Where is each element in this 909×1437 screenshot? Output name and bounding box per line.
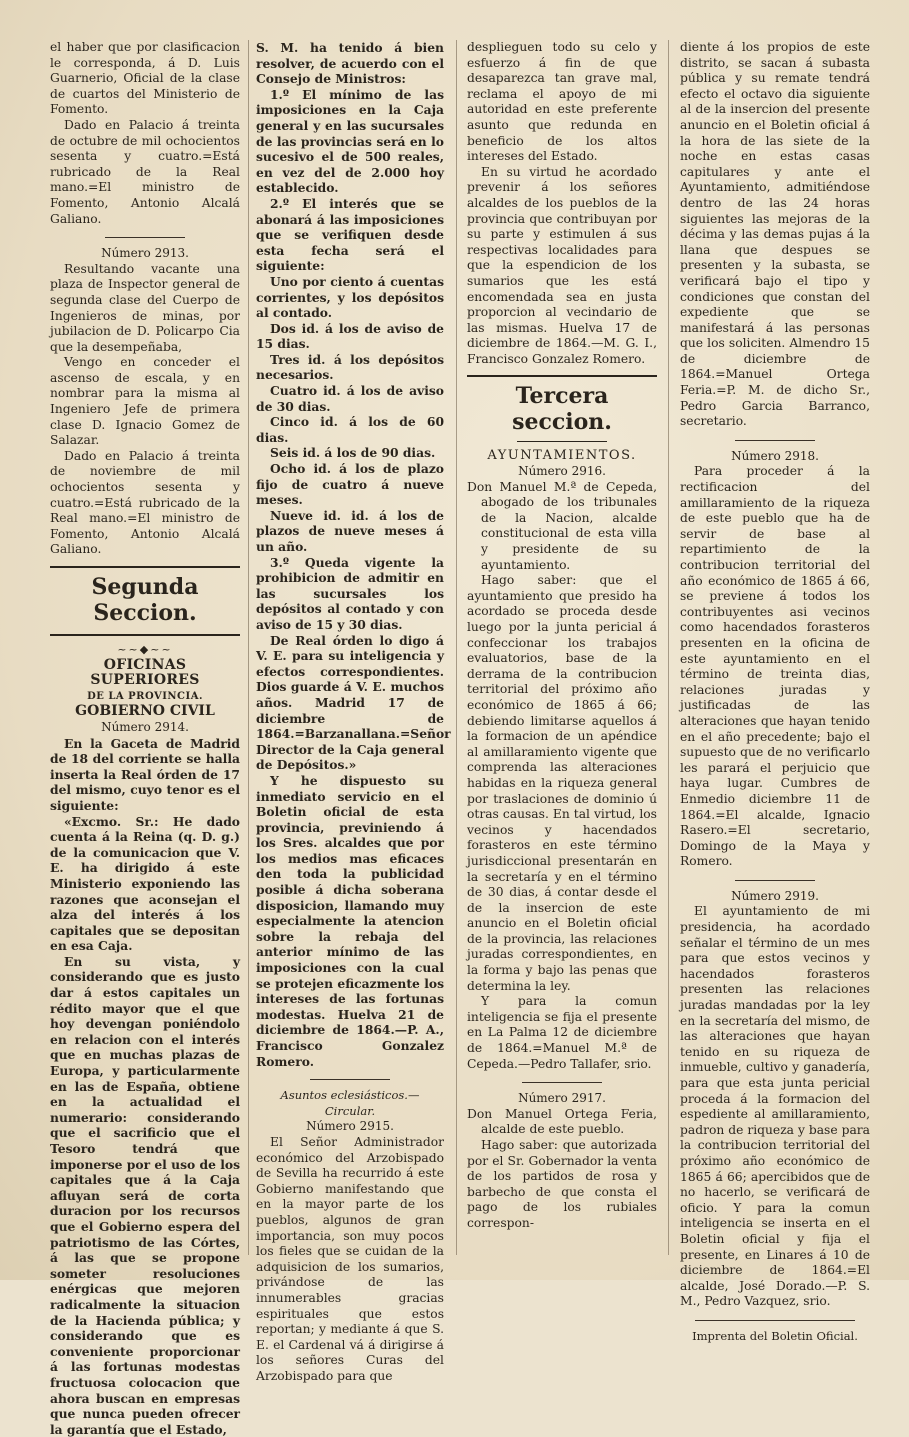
column-2 (256, 40, 451, 1383)
article-number: Número 2918. (731, 448, 819, 463)
subheading: Asuntos eclesiásticos.—Circular. (280, 1088, 420, 1118)
separator (695, 1320, 855, 1321)
paragraph: Para proceder á la rectificacion del amillaramiento de la riqueza de este pueblo que ha de servir de base al repartimiento de la contribucion territorial del año económico de 1865 á 66, se previene á todos los contribuyentes asi vecinos como hacendados forasteros presenten en la oficina de este ayuntamiento en el término de treinta dias, relaciones juradas y justificadas de las alteraciones que hayan tenido en el año precedente; bajo el supuesto que de no verificarlo les parará el perjuicio que haya lugar. Cumbres de Enmedio diciembre 11 de 1864.=El alcalde, Ignacio Rasero.=El secretario, Domingo de la Maya y Romero. (680, 464, 870, 869)
heading: AYUNTAMIENTOS. (487, 448, 637, 464)
paragraph: Vengo en conceder el ascenso de escala, y en nombrar para la misma al Ingeniero Jefe de primera clase D. Ignacio Gomez de Salazar. (50, 355, 240, 448)
separator (735, 880, 815, 881)
separator (467, 375, 657, 377)
column-rule (248, 40, 249, 1255)
paragraph: 1.º El mínimo de las imposiciones en la Caja general y en las sucursales de las provincias será en lo sucesivo el de 500 reales, en vez del de 2.000 hoy establecido. (256, 86, 444, 196)
paragraph: Don Manuel M.ª de Cepeda, abogado de los tribunales de la Nacion, alcalde constitucional de esta villa y presidente de su ayuntamiento. (467, 479, 657, 572)
paragraph: Y para la comun inteligencia se fija el presente en La Palma 12 de diciembre de 1864.=Manuel M.ª de Cepeda.—Pedro Tallafer, srio. (467, 994, 657, 1071)
heading: DE LA PROVINCIA. (87, 690, 203, 702)
paragraph: Y he dispuesto su inmediato servicio en el Boletin oficial de esta provincia, previniendo á los Sres. alcaldes que por los medios mas eficaces den toda la publicidad posible á dicha soberana disposicion, llamando muy especialmente la atencion sobre la rebaja del anterior mínimo de las imposiciones con la cual se protejen eficazmente los intereses de las fortunas modestas. Huelva 21 de diciembre de 1864.—P. A., Francisco Gonzalez Romero. (256, 772, 444, 1069)
rate-item: Cuatro id. á los de aviso de 30 dias. (256, 383, 444, 414)
paragraph: Dado en Palacio á treinta de octubre de mil ochocientos sesenta y cuatro.=Está rubricado de la Real mano.=El ministro de Fomento, Antonio Alcalá Galiano. (50, 117, 240, 226)
ornament: ~~◆~~ (117, 643, 173, 656)
separator (310, 1079, 390, 1080)
paragraph: En su vista, y considerando que es justo dar á estos capitales un rédito mayor que el que hoy devengan poniéndolo en relacion con el interés que en muchas plazas de Europa, y particularmente en las de España, obtiene en la actualidad el numerario: considerando que el sacrificio que el Tesoro tendrá que imponerse por el uso de los capitales que á la Caja afluyan será de corta duracion por los recursos que el Gobierno espera del patriotismo de las Córtes, á las que se propone someter resoluciones enérgicas que mejoren radicalmente la situacion de la Hacienda pública; y considerando que es conveniente proporcionar á las fortunas modestas fructuosa colocacion que ahora buscan en empresas que nunca pueden ofrecer la garantía que el Estado, (50, 953, 240, 1437)
separator (105, 237, 185, 238)
section-title: Segunda Seccion. (91, 574, 199, 626)
column-rule (456, 40, 457, 1255)
rate-item: Cinco id. á los de 60 dias. (256, 414, 444, 445)
paragraph: Hago saber: que el ayuntamiento que presido ha acordado se proceda desde luego por la junta pericial á confeccionar los trabajos evaluatorios, base de la derrama de la contribucion territorial del próximo año económico de 1865 á 66; debiendo limitarse aquellos á la formacion de un apéndice al amillaramiento vigente que comprenda las alteraciones habidas en la riqueza general por traslaciones de dominio ú otras causas. En tal virtud, los vecinos y hacendados forasteros en este término jurisdiccional presentarán en la secretaría y en el término de 30 dias, á contar desde el de la insercion de este anuncio en el Boletin oficial de la provincia, las relaciones juradas correspondientes, en la forma y bajo las penas que determina la ley. (467, 573, 657, 993)
paragraph: En la Gaceta de Madrid de 18 del corriente se halla inserta la Real órden de 17 del mismo, cuyo tenor es el siguiente: (50, 735, 240, 813)
paragraph: Dado en Palacio á treinta de noviembre de mil ochocientos sesenta y cuatro.=Está rubricado de la Real mano.=El ministro de Fomento, Antonio Alcalá Galiano. (50, 448, 240, 557)
rate-item: Nueve id. id. á los de plazos de nueve meses á un año. (256, 507, 444, 554)
separator (735, 440, 815, 441)
paragraph: Resultando vacante una plaza de Inspector general de segunda clase del Cuerpo de Ingenieros de minas, por jubilacion de D. Policarpo Cia que la desempeñaba, (50, 261, 240, 354)
paragraph: 3.º Queda vigente la prohibicion de admitir en las sucursales los depósitos al contado y con aviso de 15 y 30 dias. (256, 554, 444, 632)
paragraph: 2.º El interés que se abonará á las imposiciones que se verifiquen desde esta fecha será el siguiente: (256, 195, 444, 274)
paragraph: «Excmo. Sr.: He dado cuenta á la Reina (q. D. g.) de la comunicacion que V. E. ha dirigido á este Ministerio exponiendo las razones que aconsejan el alza del interés á los capitales que se depositan en esa Caja. (50, 813, 240, 954)
paragraph: Hago saber: que autorizada por el Sr. Gobernador la venta de los partidos de rosa y barbecho de que consta el pago de los rubiales correspon- (467, 1138, 657, 1230)
rate-item: Seis id. á los de 90 dias. (270, 445, 436, 461)
rate-item: Uno por ciento á cuentas corrientes, y los depósitos al contado. (256, 273, 444, 321)
paragraph: De Real órden lo digo á V. E. para su inteligencia y efectos correspondientes. Dios guarde á V. E. muchos años. Madrid 17 de diciembre de 1864.=Barzanallana.=Señor Director de la Caja general de Depósitos.» (256, 632, 451, 773)
rate-item: Ocho id. á los de plazo fijo de cuatro á nueve meses. (256, 461, 444, 508)
paragraph: desplieguen todo su celo y esfuerzo á fin de que desaparezca tan grave mal, reclama el apoyo de mi autoridad en este preferente asunto que redunda en beneficio de los altos intereses del Estado. (467, 40, 657, 164)
paragraph: S. M. ha tenido á bien resolver, de acuerdo con el Consejo de Ministros: (256, 40, 444, 87)
separator (50, 634, 240, 636)
paragraph: El Señor Administrador económico del Arzobispado de Sevilla ha recurrido á este Gobierno manifestando que en la mayor parte de los pueblos, algunos de gran importancia, son muy pocos los fieles que se cuidan de la adquisicion de los sumarios, privándose de las innumerables gracias espirituales que estos reportan; y mediante á que S. E. el Cardenal vá á dirigirse á los señores Curas del Arzobispado para que (256, 1134, 444, 1383)
paragraph: El ayuntamiento de mi presidencia, ha acordado señalar el término de un mes para que estos vecinos y hacendados forasteros presenten las relaciones juradas mandadas por la ley en la secretaría del mismo, de las alteraciones que hayan tenido en su riqueza de inmueble, cultivo y ganadería, para que esta junta pericial proceda á la formacion del espediente al amillaramiento, padron de riqueza y base para la contribucion territorial del próximo año económico de 1865 á 66; apercibidos que de no hacerlo, se verificará de oficio. Y para la comun inteligencia se inserta en el Boletin oficial y fija el presente, en Linares á 10 de diciembre de 1864.=El alcalde, José Dorado.—P. S. M., Pedro Vazquez, srio. (680, 904, 870, 1309)
heading: GOBIERNO CIVIL (75, 703, 215, 720)
column-1 (50, 40, 240, 1437)
article-number: Número 2919. (731, 888, 819, 903)
paragraph: En su virtud he acordado prevenir á los señores alcaldes de los pueblos de la provincia que contribuyan por su parte y estimulen á sus respectivas localidades para que la espendicion de los sumarios que les está encomendada sea en justa proporcion al vecindario de las mismas. Huelva 17 de diciembre de 1864.—M. G. I., Francisco Gonzalez Romero. (467, 164, 657, 366)
article-number: Número 2913. (101, 246, 189, 261)
heading: OFICINAS SUPERIORES (90, 656, 200, 689)
rate-item: Dos id. á los de aviso de 15 dias. (256, 320, 444, 352)
paragraph: diente á los propios de este distrito, se sacan á subasta pública y su remate tendrá efecto el octavo dia siguiente al de la insercion del presente anuncio en el Boletin oficial á la hora de las siete de la noche en estas casas capitulares y ante el Ayuntamiento, admitiéndose dentro de las 24 horas siguientes las mejoras de la décima y las demas pujas á la llana que despues se presenten y la subasta, se verificará bajo el tipo y condiciones que constan del expediente que se manifestará á las personas que los soliciten. Almendro 15 de diciembre de 1864.=Manuel Ortega Feria.=P. M. de dicho Sr., Pedro Garcia Barranco, secretario. (680, 40, 870, 429)
column-3 (467, 40, 657, 1275)
rate-item: Tres id. á los depósitos necesarios. (256, 351, 444, 383)
separator (517, 441, 607, 442)
separator (50, 566, 240, 568)
article-number: Número 2916. (518, 464, 606, 479)
paragraph: Don Manuel Ortega Feria, alcalde de este pueblo. (467, 1106, 657, 1137)
column-rule (668, 40, 669, 1255)
separator (522, 1082, 602, 1083)
article-number: Número 2917. (518, 1091, 606, 1106)
paragraph: el haber que por clasificacion le corresponda, á D. Luis Guarnerio, Oficial de la clase de cuartos del Ministerio de Fomento. (50, 40, 240, 117)
printer-imprint: Imprenta del Boletin Oficial. (692, 1328, 858, 1343)
article-number: Número 2915. (306, 1119, 394, 1134)
column-4 (680, 40, 870, 1343)
article-number: Número 2914. (101, 719, 189, 734)
section-title: Tercera seccion. (512, 383, 612, 436)
